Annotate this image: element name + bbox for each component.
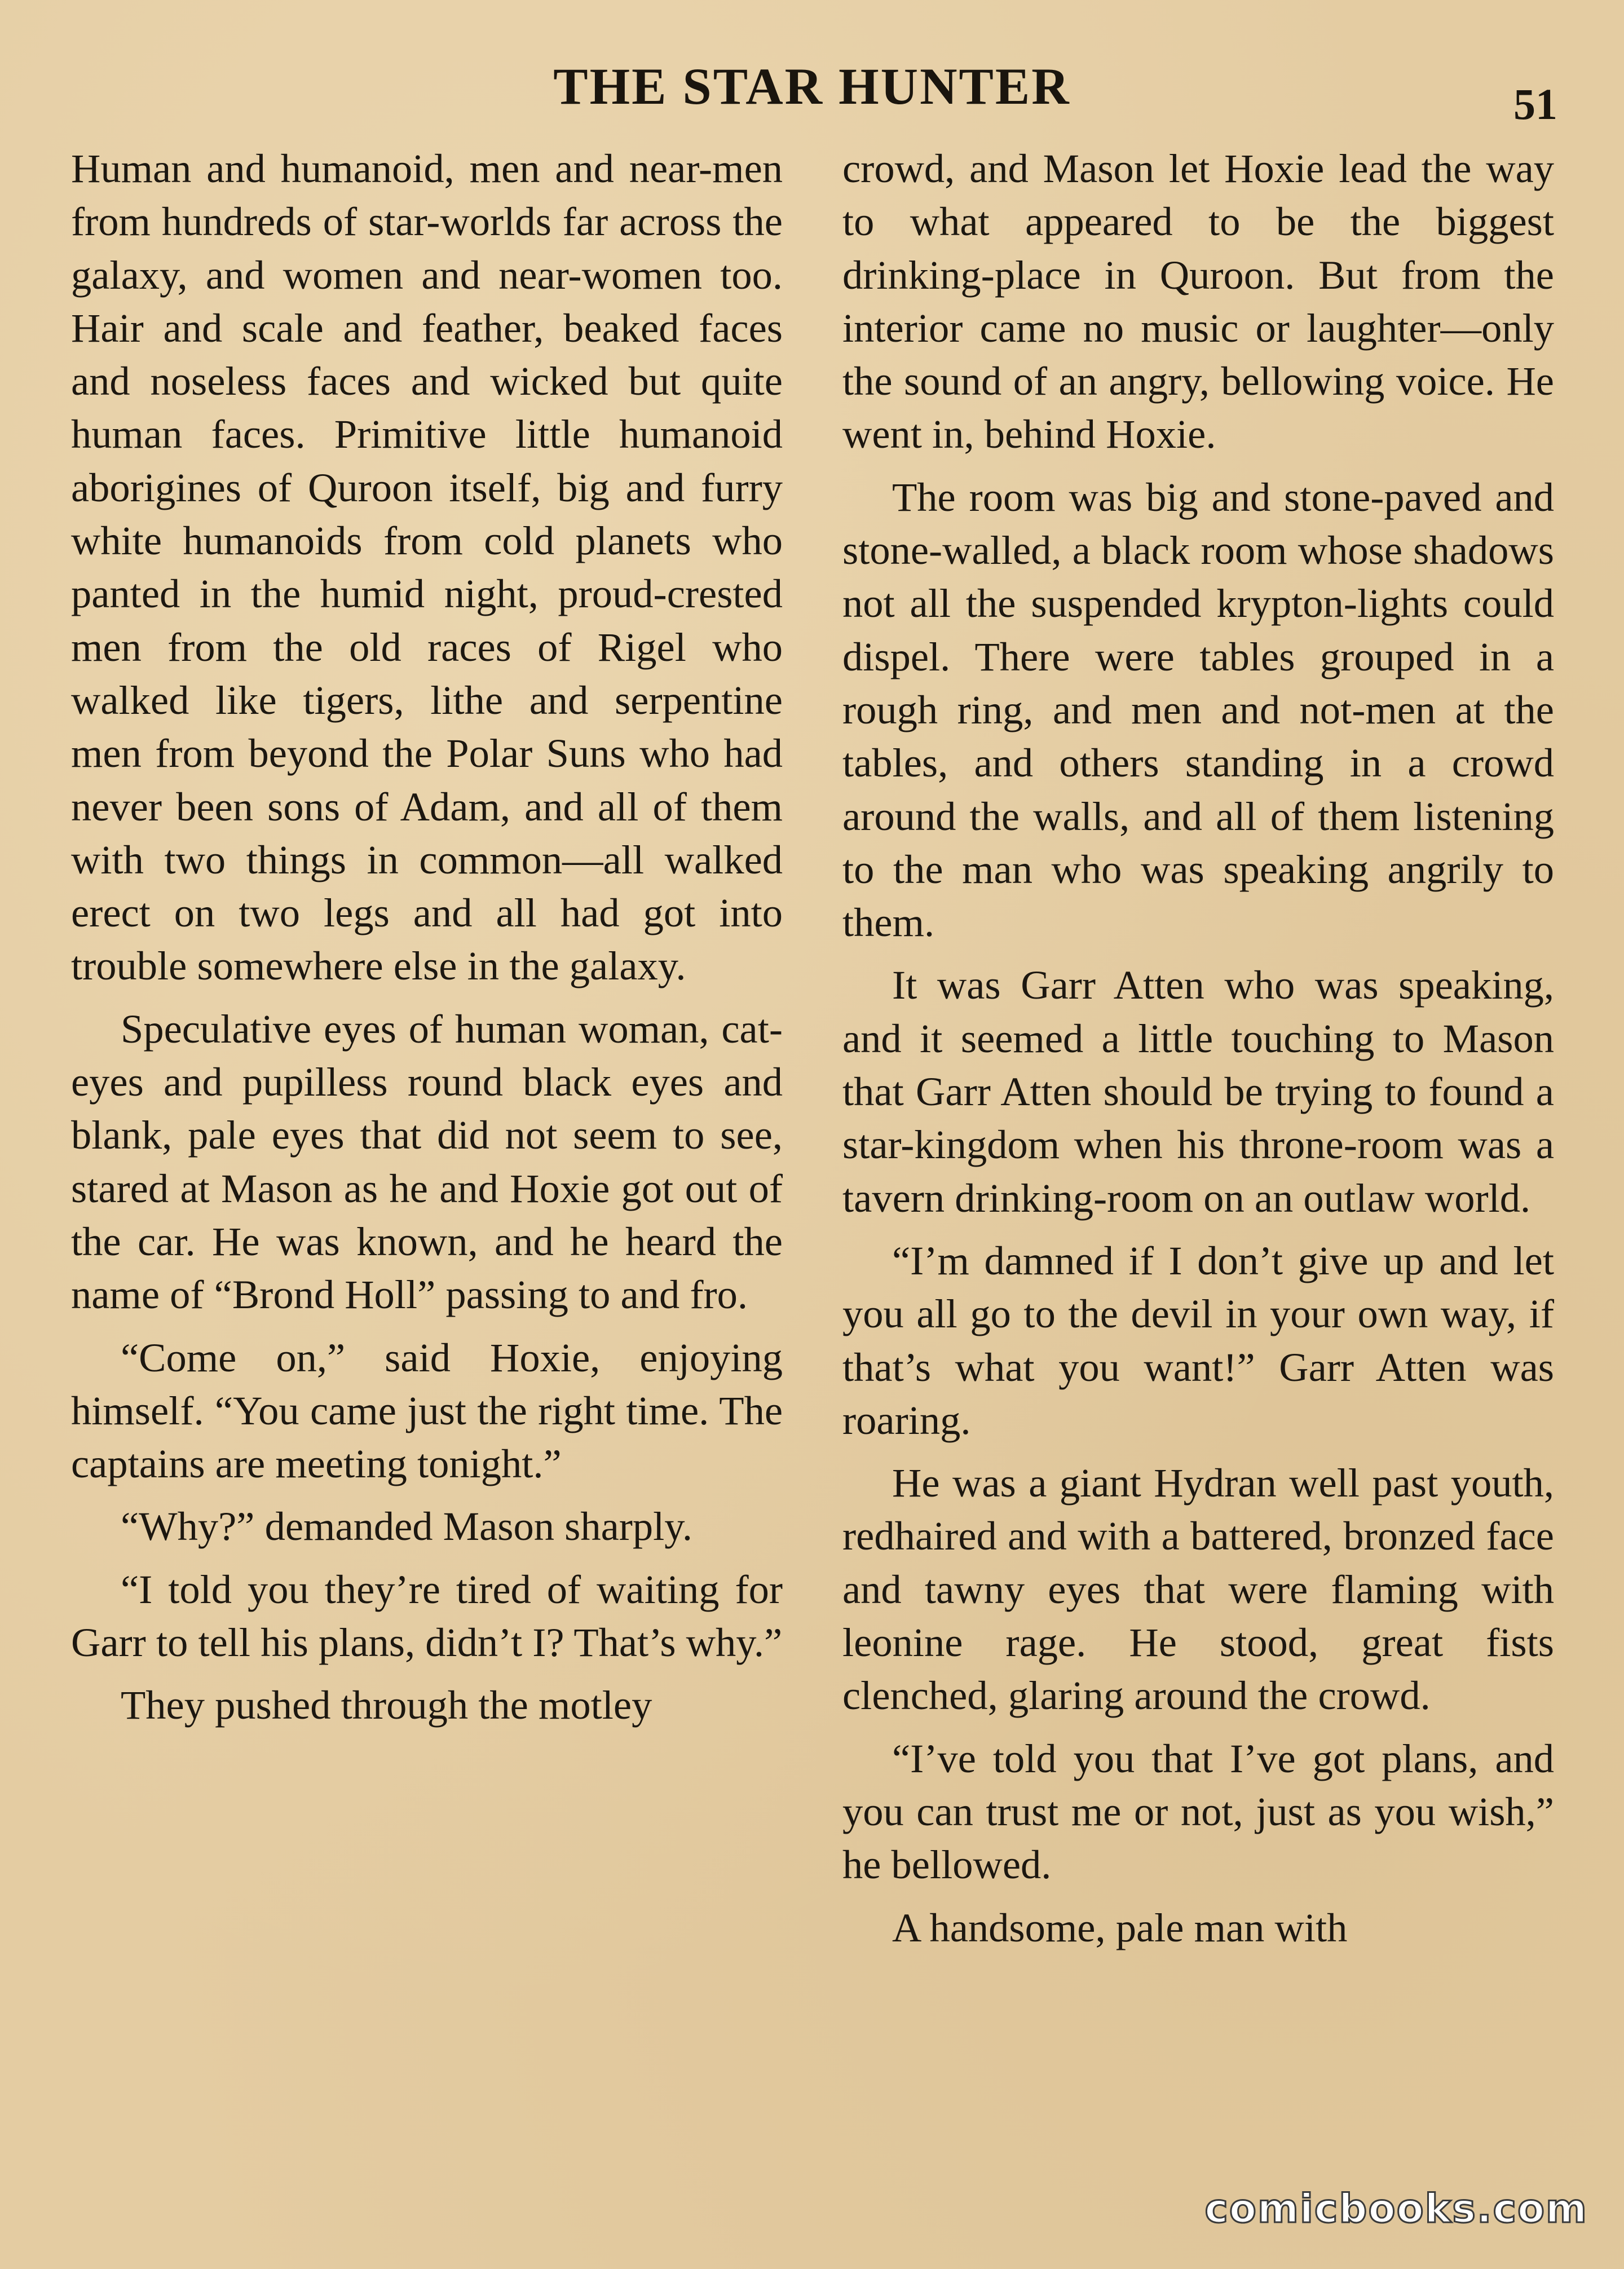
right-text-column xyxy=(842,142,1554,1964)
paragraph: crowd, and Mason let Hoxie lead the way to what appeared to be the biggest drinking-place in Quroon. But from the interior came no music or laughter—only the sound of an angry, bellowing voice. He went in, behind Hoxie. xyxy=(842,145,1554,457)
paragraph: They pushed through the motley xyxy=(121,1682,652,1728)
paragraph: The room was big and stone-paved and stone-walled, a black room whose shadows not all the suspended krypton-lights could dispel. There were tables grouped in a rough ring, and men and not-men at the tables, and others standing in a crowd around the walls, and all of them listening to the man who was speaking angrily to them. xyxy=(842,474,1554,946)
paragraph: “I’ve told you that I’ve got plans, and you can trust me or not, just as you wish,” he bellowed. xyxy=(842,1735,1554,1888)
paragraph: He was a giant Hydran well past youth, redhaired and with a battered, bronzed face and tawny eyes that were flaming with leonine rage. He stood, great fists clenched, glaring around the crowd. xyxy=(842,1460,1554,1719)
paragraph: “I told you they’re tired of waiting for Garr to tell his plans, didn’t I? That’s why.” xyxy=(71,1566,783,1666)
running-head-title: THE STAR HUNTER xyxy=(553,58,1071,115)
paragraph: It was Garr Atten who was speaking, and it seemed a little touching to Mason that Garr Atten should be trying to found a star-kingdom when his throne-room was a tavern drinking-room on an outlaw world. xyxy=(842,962,1554,1221)
page-number: 51 xyxy=(1513,80,1557,129)
site-watermark: comicbooks.com xyxy=(1204,2186,1588,2232)
paragraph: A handsome, pale man with xyxy=(892,1904,1348,1950)
left-text-column xyxy=(71,142,783,1742)
paragraph: “I’m damned if I don’t give up and let you all go to the devil in your own way, if that’s what you want!” Garr Atten was roaring. xyxy=(842,1237,1554,1443)
paragraph: Human and humanoid, men and near-men from hundreds of star-worlds far across the galaxy, and women and near-women too. Hair and scale and feather, beaked faces and noseless faces and wicked but quite human faces. Primitive little humanoid aborigines of Quroon itself, big and furry white humanoids from cold planets who panted in the humid night, proud-crested men from the old races of Rigel who walked like tigers, lithe and serpentine men from beyond the Polar Suns who had never been sons of Adam, and all of them with two things in common—all walked erect on two legs and all had got into trouble somewhere else in the galaxy. xyxy=(71,145,783,989)
paragraph: Speculative eyes of human woman, cat-eyes and pupilless round black eyes and blank, pale eyes that did not seem to see, stared at Mason as he and Hoxie got out of the car. He was known, and he heard the name of “Brond Holl” passing to and fro. xyxy=(71,1005,783,1318)
paragraph: “Come on,” said Hoxie, enjoying himself. “You came just the right time. The captains are meeting tonight.” xyxy=(71,1334,783,1487)
paragraph: “Why?” demanded Mason sharply. xyxy=(121,1503,692,1550)
